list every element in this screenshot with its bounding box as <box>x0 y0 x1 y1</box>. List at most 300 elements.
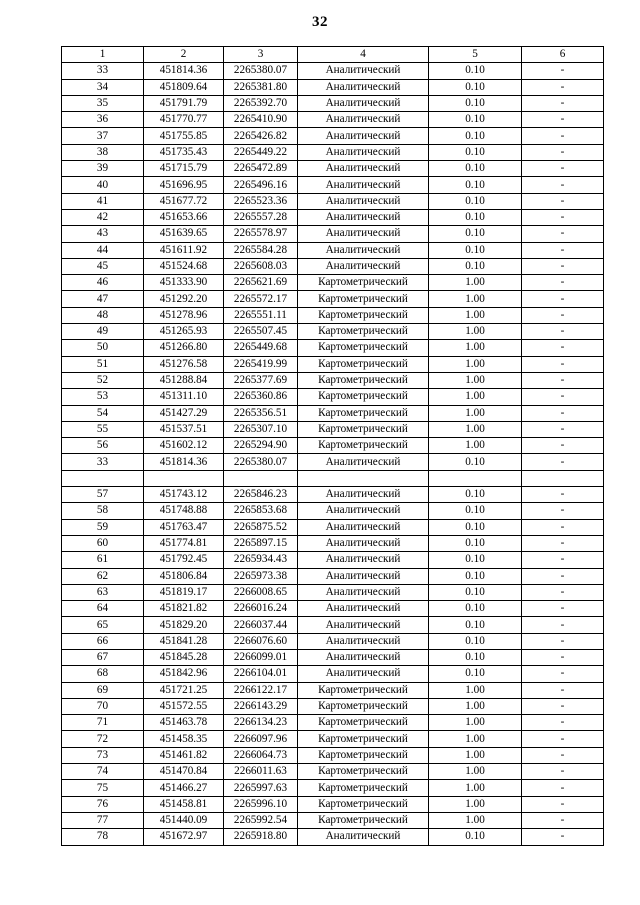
table-cell: 2266097.96 <box>224 731 298 747</box>
table-cell: - <box>522 258 604 274</box>
table-cell: Картометрический <box>298 796 429 812</box>
table-cell: - <box>522 144 604 160</box>
table-cell: 0.10 <box>429 649 522 665</box>
table-cell: 69 <box>62 682 144 698</box>
table-cell: 2266008.65 <box>224 584 298 600</box>
table-cell: - <box>522 535 604 551</box>
table-cell: 42 <box>62 209 144 225</box>
table-cell: 0.10 <box>429 242 522 258</box>
table-cell: 451653.66 <box>144 209 224 225</box>
table-row <box>62 829 604 845</box>
table-cell: Аналитический <box>298 128 429 144</box>
table-cell: - <box>522 666 604 682</box>
table-cell: Аналитический <box>298 829 429 845</box>
table-cell: - <box>522 95 604 111</box>
table-cell: 451278.96 <box>144 307 224 323</box>
table-cell: Аналитический <box>298 258 429 274</box>
table-cell: 1.00 <box>429 812 522 828</box>
table-cell: - <box>522 209 604 225</box>
table-cell: 43 <box>62 226 144 242</box>
table-cell: 2265496.16 <box>224 177 298 193</box>
table-header-row <box>62 47 604 63</box>
table-cell: 2265918.80 <box>224 829 298 845</box>
table-cell: 451814.36 <box>144 63 224 79</box>
table-cell: 451288.84 <box>144 372 224 388</box>
table-cell: 58 <box>62 503 144 519</box>
table-cell: 34 <box>62 79 144 95</box>
table-cell: 50 <box>62 340 144 356</box>
table-cell: 1.00 <box>429 682 522 698</box>
table-row <box>62 503 604 519</box>
table-cell: 0.10 <box>429 209 522 225</box>
table-cell: - <box>522 291 604 307</box>
table-row <box>62 112 604 128</box>
table-cell: 2265973.38 <box>224 568 298 584</box>
table-cell: Картометрический <box>298 340 429 356</box>
table-cell: - <box>522 372 604 388</box>
table-cell: - <box>522 715 604 731</box>
table-cell: 2265875.52 <box>224 519 298 535</box>
table-cell: 36 <box>62 112 144 128</box>
table-cell: 1.00 <box>429 372 522 388</box>
table-cell: 37 <box>62 128 144 144</box>
table-cell: 451696.95 <box>144 177 224 193</box>
table-cell <box>62 470 144 486</box>
table-cell: 0.10 <box>429 128 522 144</box>
table-cell: 2265608.03 <box>224 258 298 274</box>
table-cell: 54 <box>62 405 144 421</box>
table-cell: 2265426.82 <box>224 128 298 144</box>
table-cell: Картометрический <box>298 780 429 796</box>
column-header-3: 3 <box>224 47 298 63</box>
table-cell: Аналитический <box>298 535 429 551</box>
table-cell <box>224 470 298 486</box>
table-cell: 64 <box>62 601 144 617</box>
table-row <box>62 470 604 486</box>
table-row <box>62 389 604 405</box>
table-cell: 55 <box>62 421 144 437</box>
table-cell: 1.00 <box>429 731 522 747</box>
table-cell: - <box>522 307 604 323</box>
table-cell: 451763.47 <box>144 519 224 535</box>
column-header-4: 4 <box>298 47 429 63</box>
table-cell: 451265.93 <box>144 324 224 340</box>
table-cell: 76 <box>62 796 144 812</box>
table-cell: 0.10 <box>429 112 522 128</box>
table-cell: 451748.88 <box>144 503 224 519</box>
table-cell: - <box>522 829 604 845</box>
table-row <box>62 95 604 111</box>
table-cell: 451791.79 <box>144 95 224 111</box>
table-cell: - <box>522 226 604 242</box>
table-cell: 2265380.07 <box>224 63 298 79</box>
table-cell: 2265551.11 <box>224 307 298 323</box>
table-row <box>62 144 604 160</box>
table-cell: Аналитический <box>298 487 429 503</box>
table-row <box>62 764 604 780</box>
table-cell: 451677.72 <box>144 193 224 209</box>
table-cell: 2265507.45 <box>224 324 298 340</box>
table-cell: 2265523.36 <box>224 193 298 209</box>
table-cell: - <box>522 601 604 617</box>
table-cell: 2266104.01 <box>224 666 298 682</box>
table-cell: 0.10 <box>429 633 522 649</box>
table-cell: 75 <box>62 780 144 796</box>
table-row <box>62 796 604 812</box>
table-cell: 2265853.68 <box>224 503 298 519</box>
table-row <box>62 438 604 454</box>
table-cell: 2265997.63 <box>224 780 298 796</box>
table-cell: 451292.20 <box>144 291 224 307</box>
table-cell: 451311.10 <box>144 389 224 405</box>
table-cell: - <box>522 79 604 95</box>
table-cell: 2265584.28 <box>224 242 298 258</box>
table-cell: Картометрический <box>298 698 429 714</box>
table-row <box>62 340 604 356</box>
table-cell <box>429 470 522 486</box>
table-cell: 2265846.23 <box>224 487 298 503</box>
table-row <box>62 275 604 291</box>
table-cell: Аналитический <box>298 584 429 600</box>
table-cell: Картометрический <box>298 389 429 405</box>
table-cell: 2265381.80 <box>224 79 298 95</box>
table-cell: 2265572.17 <box>224 291 298 307</box>
table-row <box>62 535 604 551</box>
table-cell: 451537.51 <box>144 421 224 437</box>
table-cell: Картометрический <box>298 372 429 388</box>
table-cell: 39 <box>62 161 144 177</box>
table-cell: Аналитический <box>298 144 429 160</box>
table-cell: - <box>522 356 604 372</box>
table-cell: 67 <box>62 649 144 665</box>
table-row <box>62 666 604 682</box>
table-cell: - <box>522 242 604 258</box>
table-cell: 0.10 <box>429 829 522 845</box>
table-cell <box>522 470 604 486</box>
table-body <box>62 63 604 845</box>
table-cell: Аналитический <box>298 63 429 79</box>
table-cell: 1.00 <box>429 389 522 405</box>
table-cell: Картометрический <box>298 747 429 763</box>
table-cell: 2266134.23 <box>224 715 298 731</box>
table-cell: - <box>522 617 604 633</box>
table-cell: - <box>522 421 604 437</box>
table-cell: 451466.27 <box>144 780 224 796</box>
table-cell: 2266099.01 <box>224 649 298 665</box>
table-cell: 2266037.44 <box>224 617 298 633</box>
table-cell: 68 <box>62 666 144 682</box>
table-row <box>62 193 604 209</box>
table-cell: 451755.85 <box>144 128 224 144</box>
table-cell: - <box>522 796 604 812</box>
table-cell: - <box>522 780 604 796</box>
table-cell: 451639.65 <box>144 226 224 242</box>
table-cell <box>144 470 224 486</box>
table-cell: 57 <box>62 487 144 503</box>
table-cell: - <box>522 340 604 356</box>
table-cell: 2266016.24 <box>224 601 298 617</box>
table-cell: 451440.09 <box>144 812 224 828</box>
table-cell: Аналитический <box>298 617 429 633</box>
table-cell: 451792.45 <box>144 552 224 568</box>
table-cell: 2265356.51 <box>224 405 298 421</box>
table-cell: - <box>522 63 604 79</box>
table-cell: 1.00 <box>429 438 522 454</box>
column-header-6: 6 <box>522 47 604 63</box>
table-cell: 38 <box>62 144 144 160</box>
table-cell: 2266076.60 <box>224 633 298 649</box>
table-cell: 1.00 <box>429 715 522 731</box>
table-cell: 2265380.07 <box>224 454 298 470</box>
table-cell: Картометрический <box>298 438 429 454</box>
table-row <box>62 617 604 633</box>
table-cell: 1.00 <box>429 356 522 372</box>
table-cell: 51 <box>62 356 144 372</box>
table-row <box>62 487 604 503</box>
table-cell: 0.10 <box>429 144 522 160</box>
table-cell: 451821.82 <box>144 601 224 617</box>
table-cell: 2265449.22 <box>224 144 298 160</box>
table-cell: Аналитический <box>298 177 429 193</box>
table-cell: 0.10 <box>429 503 522 519</box>
table-cell: Картометрический <box>298 682 429 698</box>
table-cell: 451814.36 <box>144 454 224 470</box>
table-row <box>62 405 604 421</box>
table-cell: Картометрический <box>298 405 429 421</box>
table-cell: 78 <box>62 829 144 845</box>
table-cell: - <box>522 487 604 503</box>
table-cell: 1.00 <box>429 421 522 437</box>
table-cell: 0.10 <box>429 161 522 177</box>
table-cell: 2265410.90 <box>224 112 298 128</box>
table-cell: 1.00 <box>429 796 522 812</box>
table-cell: 451572.55 <box>144 698 224 714</box>
table-row <box>62 649 604 665</box>
table-cell: 451458.35 <box>144 731 224 747</box>
table-cell: Аналитический <box>298 193 429 209</box>
table-cell: - <box>522 128 604 144</box>
table-row <box>62 242 604 258</box>
table-row <box>62 324 604 340</box>
table-cell: 451333.90 <box>144 275 224 291</box>
table-cell: 48 <box>62 307 144 323</box>
table-cell: 451470.84 <box>144 764 224 780</box>
table-cell: - <box>522 112 604 128</box>
table-cell: - <box>522 747 604 763</box>
table-row <box>62 258 604 274</box>
table-cell: 66 <box>62 633 144 649</box>
table-cell: 2265449.68 <box>224 340 298 356</box>
table-cell: 451458.81 <box>144 796 224 812</box>
table-cell: 33 <box>62 63 144 79</box>
table-cell: 451774.81 <box>144 535 224 551</box>
table-cell: 0.10 <box>429 584 522 600</box>
table-cell: 2266011.63 <box>224 764 298 780</box>
table-cell: 62 <box>62 568 144 584</box>
table-cell: 0.10 <box>429 63 522 79</box>
table-cell: Картометрический <box>298 715 429 731</box>
table-cell: 451266.80 <box>144 340 224 356</box>
table-cell: 451735.43 <box>144 144 224 160</box>
table-cell: 33 <box>62 454 144 470</box>
table-cell: 451743.12 <box>144 487 224 503</box>
table-row <box>62 633 604 649</box>
table-cell: 0.10 <box>429 666 522 682</box>
table-cell <box>298 470 429 486</box>
table-cell: 1.00 <box>429 764 522 780</box>
table-cell: 52 <box>62 372 144 388</box>
table-cell: 2265472.89 <box>224 161 298 177</box>
table-cell: - <box>522 193 604 209</box>
table-cell: Аналитический <box>298 161 429 177</box>
table-row <box>62 79 604 95</box>
column-header-5: 5 <box>429 47 522 63</box>
table-cell: 451721.25 <box>144 682 224 698</box>
table-row <box>62 584 604 600</box>
table-cell: 451602.12 <box>144 438 224 454</box>
table-cell: 2265934.43 <box>224 552 298 568</box>
table-cell: 45 <box>62 258 144 274</box>
table-cell: Аналитический <box>298 649 429 665</box>
table-cell: 451841.28 <box>144 633 224 649</box>
table-cell: 56 <box>62 438 144 454</box>
table-cell: 71 <box>62 715 144 731</box>
table-cell: 451524.68 <box>144 258 224 274</box>
table-cell: 451842.96 <box>144 666 224 682</box>
table-cell: - <box>522 389 604 405</box>
table-row <box>62 226 604 242</box>
table-cell: Картометрический <box>298 356 429 372</box>
table-cell: 44 <box>62 242 144 258</box>
table-cell: Аналитический <box>298 454 429 470</box>
table-cell: - <box>522 454 604 470</box>
table-cell: - <box>522 568 604 584</box>
table-cell: 0.10 <box>429 95 522 111</box>
table-cell: 2266064.73 <box>224 747 298 763</box>
table-row <box>62 209 604 225</box>
table-cell: 1.00 <box>429 275 522 291</box>
table-row <box>62 519 604 535</box>
table-cell: Аналитический <box>298 503 429 519</box>
table-cell: 0.10 <box>429 193 522 209</box>
table-cell: - <box>522 324 604 340</box>
table-row <box>62 177 604 193</box>
table-cell: 1.00 <box>429 747 522 763</box>
table-cell: 2265578.97 <box>224 226 298 242</box>
table-cell: Картометрический <box>298 275 429 291</box>
column-header-2: 2 <box>144 47 224 63</box>
table-cell: 451845.28 <box>144 649 224 665</box>
table-cell: 41 <box>62 193 144 209</box>
table-cell: 2265897.15 <box>224 535 298 551</box>
table-cell: Картометрический <box>298 731 429 747</box>
page-number: 32 <box>312 14 328 30</box>
table-cell: 451672.97 <box>144 829 224 845</box>
table-cell: 1.00 <box>429 307 522 323</box>
table-cell: Аналитический <box>298 112 429 128</box>
table-cell: - <box>522 177 604 193</box>
table-cell: 451770.77 <box>144 112 224 128</box>
table-cell: - <box>522 405 604 421</box>
table-cell: - <box>522 584 604 600</box>
table-cell: 0.10 <box>429 519 522 535</box>
table-row <box>62 812 604 828</box>
table-cell: 77 <box>62 812 144 828</box>
table-cell: 46 <box>62 275 144 291</box>
table-cell: Аналитический <box>298 242 429 258</box>
table-row <box>62 307 604 323</box>
table-row <box>62 747 604 763</box>
table-cell: 451715.79 <box>144 161 224 177</box>
table-row <box>62 356 604 372</box>
table-cell: Аналитический <box>298 568 429 584</box>
table-cell: - <box>522 438 604 454</box>
table-cell: 2265392.70 <box>224 95 298 111</box>
table-cell: 59 <box>62 519 144 535</box>
coordinates-table <box>61 46 604 846</box>
table-cell: 0.10 <box>429 617 522 633</box>
table-cell: 0.10 <box>429 568 522 584</box>
table-cell: Аналитический <box>298 519 429 535</box>
table-cell: - <box>522 698 604 714</box>
table-cell: 65 <box>62 617 144 633</box>
table-cell: 451829.20 <box>144 617 224 633</box>
table-cell: 0.10 <box>429 258 522 274</box>
table-cell: Аналитический <box>298 633 429 649</box>
table-cell: 451806.84 <box>144 568 224 584</box>
table-cell: 2265294.90 <box>224 438 298 454</box>
table-cell: 49 <box>62 324 144 340</box>
table-cell: 70 <box>62 698 144 714</box>
table-cell: 2265377.69 <box>224 372 298 388</box>
table-cell: 63 <box>62 584 144 600</box>
table-cell: 451427.29 <box>144 405 224 421</box>
table-row <box>62 63 604 79</box>
table-row <box>62 698 604 714</box>
table-row <box>62 731 604 747</box>
table-cell: 2265996.10 <box>224 796 298 812</box>
table-cell: 72 <box>62 731 144 747</box>
table-cell: Аналитический <box>298 95 429 111</box>
table-cell: 47 <box>62 291 144 307</box>
table-row <box>62 682 604 698</box>
table-row <box>62 161 604 177</box>
table-cell: Картометрический <box>298 291 429 307</box>
table-cell: 2266143.29 <box>224 698 298 714</box>
table-cell: 451461.82 <box>144 747 224 763</box>
table-cell: - <box>522 519 604 535</box>
table-cell: - <box>522 633 604 649</box>
table-cell: 74 <box>62 764 144 780</box>
table-cell: - <box>522 161 604 177</box>
table-cell: 1.00 <box>429 324 522 340</box>
column-header-1: 1 <box>62 47 144 63</box>
table-cell: 2266122.17 <box>224 682 298 698</box>
table-cell: 35 <box>62 95 144 111</box>
table-cell: 451819.17 <box>144 584 224 600</box>
table-cell: 1.00 <box>429 405 522 421</box>
table-row <box>62 568 604 584</box>
table-row <box>62 128 604 144</box>
table-cell: 451809.64 <box>144 79 224 95</box>
table-row <box>62 552 604 568</box>
table-cell: 73 <box>62 747 144 763</box>
table-cell: 2265557.28 <box>224 209 298 225</box>
table-cell: 0.10 <box>429 454 522 470</box>
table-row <box>62 780 604 796</box>
table-cell: - <box>522 731 604 747</box>
table-cell: Аналитический <box>298 226 429 242</box>
